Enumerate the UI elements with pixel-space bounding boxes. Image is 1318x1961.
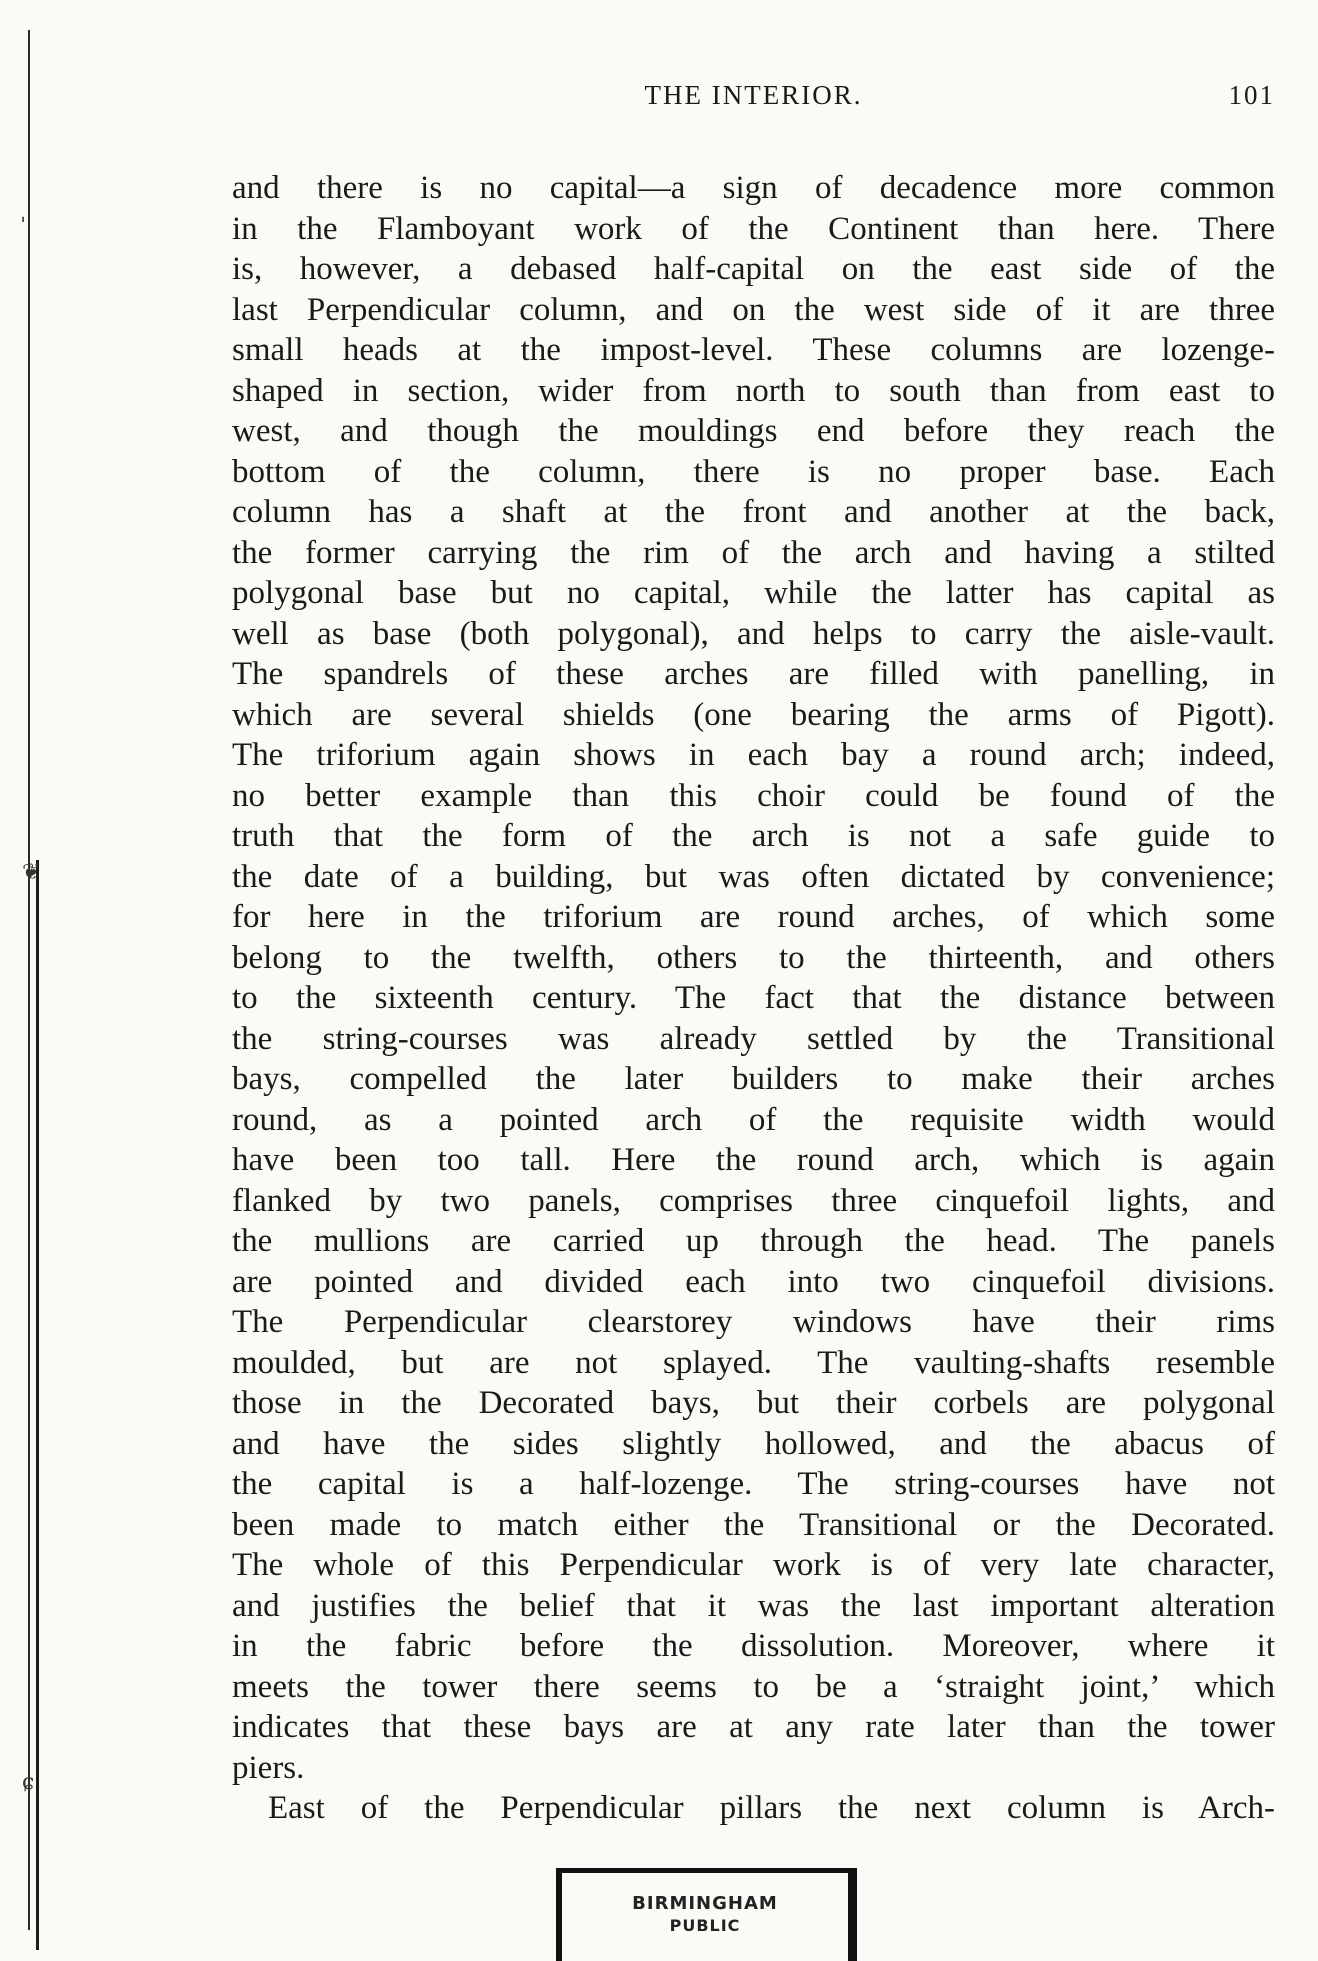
text-line: small heads at the impost-level. These columns are lozenge- xyxy=(232,332,1275,368)
text-line: The triforium again shows in each bay a round arch; indeed, xyxy=(232,737,1275,773)
stamp-text-line: BIRMINGHAM xyxy=(632,1893,778,1914)
text-line: which are several shields (one bearing the arms of Pigott). xyxy=(232,696,1275,733)
text-line: round, as a pointed arch of the requisite width would xyxy=(232,1101,1275,1138)
text-line: and there is no capital—a sign of decadence more common xyxy=(232,170,1275,206)
text-line: polygonal base but no capital, while the latter has capital as xyxy=(232,575,1275,611)
text-line: bays, compelled the later builders to make their arches xyxy=(232,1061,1275,1097)
text-line: column has a shaft at the front and another at the back, xyxy=(232,494,1275,530)
page-number: 101 xyxy=(1228,80,1275,110)
text-line: the mullions are carried up through the head. The panels xyxy=(232,1223,1275,1259)
text-line: in the Flamboyant work of the Continent than here. There xyxy=(232,210,1275,247)
text-line: is, however, a debased half-capital on the east side of the xyxy=(232,251,1275,287)
text-line: in the fabric before the dissolution. Moreover, where it xyxy=(232,1628,1275,1664)
binding-edge-line xyxy=(28,30,30,1930)
text-line: The whole of this Perpendicular work is of very late character, xyxy=(232,1547,1275,1583)
text-line: and have the sides slightly hollowed, and the abacus of xyxy=(232,1425,1275,1462)
text-line: meets the tower there seems to be a ‘straight joint,’ which xyxy=(232,1668,1275,1705)
binding-mark: ɕ xyxy=(22,1770,35,1795)
text-line: no better example than this choir could be found of the xyxy=(232,777,1275,814)
text-line: piers. xyxy=(232,1749,305,1786)
text-line: bottom of the column, there is no proper base. Each xyxy=(232,453,1275,490)
text-line: west, and though the mouldings end before they reach the xyxy=(232,413,1275,449)
text-line: have been too tall. Here the round arch, which is again xyxy=(232,1142,1275,1178)
text-line: to the sixteenth century. The fact that the distance between xyxy=(232,980,1275,1016)
text-line: the date of a building, but was often dictated by convenience; xyxy=(232,858,1275,895)
text-line: shaped in section, wider from north to south than from east to xyxy=(232,372,1275,409)
body-text xyxy=(232,168,1275,1829)
paragraph-start-line: East of the Perpendicular pillars the next column is Arch- xyxy=(268,1790,1275,1826)
text-line: are pointed and divided each into two cinquefoil divisions. xyxy=(232,1263,1275,1300)
text-line: The spandrels of these arches are filled with panelling, in xyxy=(232,656,1275,692)
binding-edge-line-thick xyxy=(36,860,39,1950)
text-line: those in the Decorated bays, but their corbels are polygonal xyxy=(232,1385,1275,1421)
binding-mark: ❦ xyxy=(22,860,41,885)
text-line: flanked by two panels, comprises three cinquefoil lights, and xyxy=(232,1182,1275,1219)
text-line: the capital is a half-lozenge. The string-courses have not xyxy=(232,1466,1275,1502)
text-line: The Perpendicular clearstorey windows have their rims xyxy=(232,1304,1275,1340)
text-line: moulded, but are not splayed. The vaulting-shafts resemble xyxy=(232,1344,1275,1381)
stamp-text-line: PUBLIC xyxy=(669,1916,741,1935)
text-line: for here in the triforium are round arches, of which some xyxy=(232,899,1275,935)
page-title: THE INTERIOR. xyxy=(644,80,863,110)
text-line: the former carrying the rim of the arch and having a stilted xyxy=(232,534,1275,571)
text-line: truth that the form of the arch is not a safe guide to xyxy=(232,818,1275,854)
text-line: belong to the twelfth, others to the thirteenth, and others xyxy=(232,939,1275,976)
text-line: indicates that these bays are at any rate later than the tower xyxy=(232,1709,1275,1745)
text-line: and justifies the belief that it was the last important alteration xyxy=(232,1587,1275,1624)
text-line: well as base (both polygonal), and helps to carry the aisle-vault. xyxy=(232,615,1275,652)
text-line: been made to match either the Transitional or the Decorated. xyxy=(232,1506,1275,1543)
text-line: last Perpendicular column, and on the west side of it are three xyxy=(232,291,1275,328)
running-head xyxy=(232,80,1275,120)
library-stamp xyxy=(556,1868,857,1961)
text-line: the string-courses was already settled by the Transitional xyxy=(232,1020,1275,1057)
binding-mark: ˌ xyxy=(20,200,27,225)
